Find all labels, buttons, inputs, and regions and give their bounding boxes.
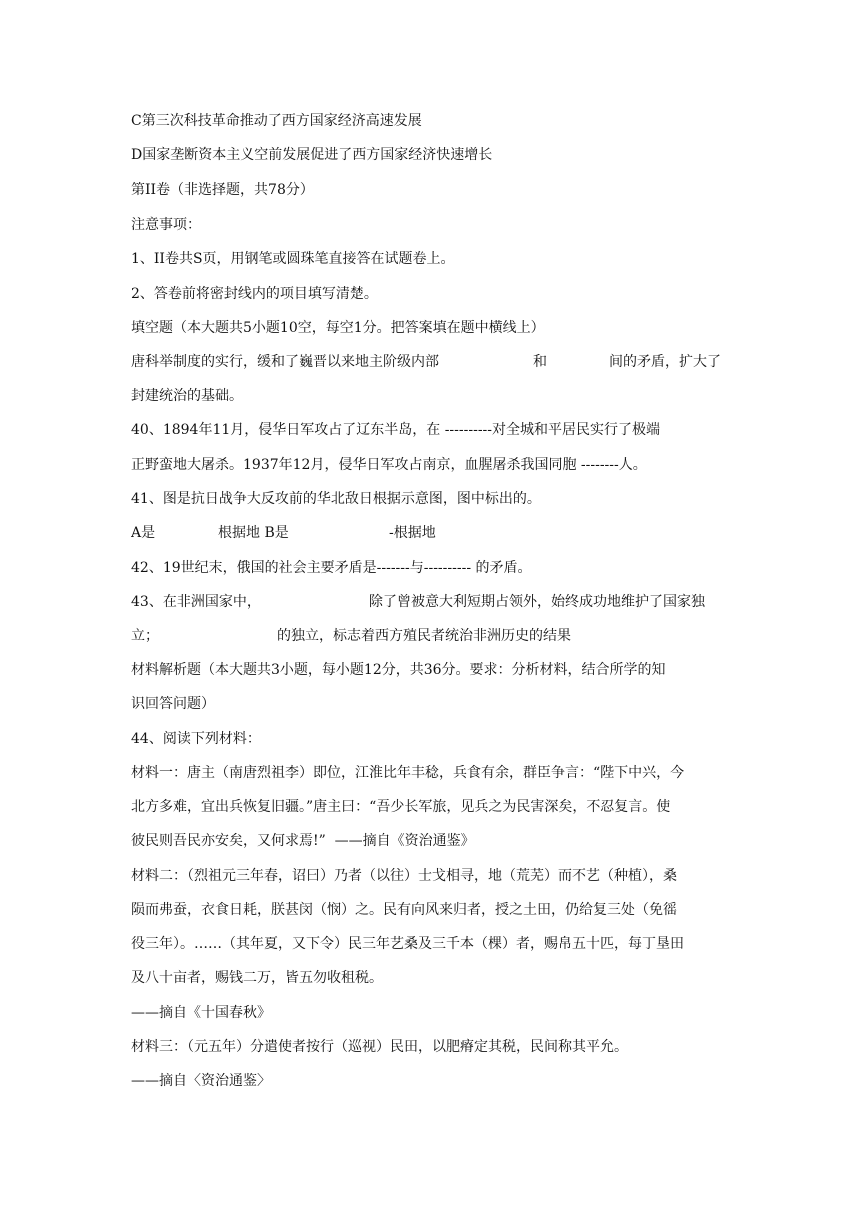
analysis-heading-line-2: 识回答问题）	[131, 696, 215, 712]
question-39-line-2: 封建统治的基础。	[131, 388, 243, 404]
question-42-line: 42、19世纪末，俄国的社会主要矛盾是-------与---------- 的矛盾。	[131, 560, 532, 576]
option-d-line: D国家垄断资本主义空前发展促进了西方国家经济快速增长	[131, 147, 493, 163]
question-43-text-b: 除了曾被意大利短期占领外，始终成功地维护了国家独	[369, 594, 705, 610]
notice-item-1: 1、II卷共S页，用钢笔或圆珠笔直接答在试题卷上。	[131, 251, 455, 267]
material-2-line-1: 材料二：（烈祖元三年春，诏曰）乃者（以往）士戈相寻，地（荒芜）而不艺（种植），桑	[131, 868, 677, 884]
question-44-prompt: 44、阅读下列材料：	[131, 731, 261, 747]
question-39-text-a: 唐科举制度的实行，缓和了巍晋以来地主阶级内部	[131, 354, 439, 370]
material-1-line-2: 北方多难，宜出兵恢复旧疆。”唐主曰：“吾少长军旅，见兵之为民害深矣，不忍复言。使	[131, 799, 671, 815]
material-2-line-3: 役三年）。……（其年夏，又下令）民三年艺桑及三千本（棵）者，赐帛五十匹，每丁垦田	[131, 936, 684, 952]
question-43-text-d: 的独立，标志着西方殖民者统治非洲历史的结果	[277, 628, 571, 644]
material-2-line-4: 及八十亩者，赐钱二万，皆五勿收租税。	[131, 970, 383, 986]
analysis-heading-line-1: 材料解析题（本大题共3小题，每小题12分，共36分。要求：分析材料，结合所学的知	[131, 662, 666, 678]
material-1-line-1: 材料一：唐主（南唐烈祖李）即位，江淮比年丰稔，兵食有余，群臣争言：“陛下中兴，今	[131, 765, 685, 781]
notice-item-2: 2、答卷前将密封线内的项目填写清楚。	[131, 286, 378, 302]
material-3-source: ——摘自〈资治通鉴〉	[131, 1073, 271, 1089]
material-1-line-3: 彼民则吾民亦安矣，又何求焉!” ——摘自《资治通鉴》	[131, 833, 475, 849]
option-c-line: C第三次科技革命推动了西方国家经济高速发展	[131, 113, 422, 129]
material-2-line-2: 陨而弗蚕，衣食日耗，朕甚闵（悯）之。民有向风来归者，授之土田，仍给复三处（免徭	[131, 902, 677, 918]
section-heading: 第II卷（非选择题，共78分）	[131, 182, 314, 198]
notice-heading: 注意事项：	[131, 217, 201, 233]
question-43-text-a: 43、在非洲国家中，	[131, 594, 261, 610]
material-3-line-1: 材料三：（元五年）分遣使者按行（巡视）民田，以肥瘠定其税，民间称其平允。	[131, 1039, 628, 1055]
question-39-text-b: 和	[533, 354, 547, 370]
question-41-line: 41、图是抗日战争大反攻前的华北敌日根据示意图，图中标出的。	[131, 491, 541, 507]
answer-b-label: 根据地 B是	[218, 525, 289, 541]
question-40-line-1: 40、1894年11月，侵华日军攻占了辽东半岛，在 ----------对全城和平居民实行了极端	[131, 422, 661, 438]
answer-b-suffix: -根据地	[389, 525, 436, 541]
question-43-text-c: 立；	[131, 628, 159, 644]
question-39-text-c: 间的矛盾，扩大了	[609, 354, 721, 370]
material-2-source: ——摘自《十国春秋》	[131, 1005, 271, 1021]
answer-a-label: A是	[131, 525, 156, 541]
question-40-line-2: 正野蛮地大屠杀。1937年12月，侵华日军攻占南京，血腥屠杀我国同胞 --------人。	[131, 457, 647, 473]
fill-blank-heading: 填空题（本大题共5小题10空，每空1分。把答案填在题中横线上）	[131, 320, 545, 336]
